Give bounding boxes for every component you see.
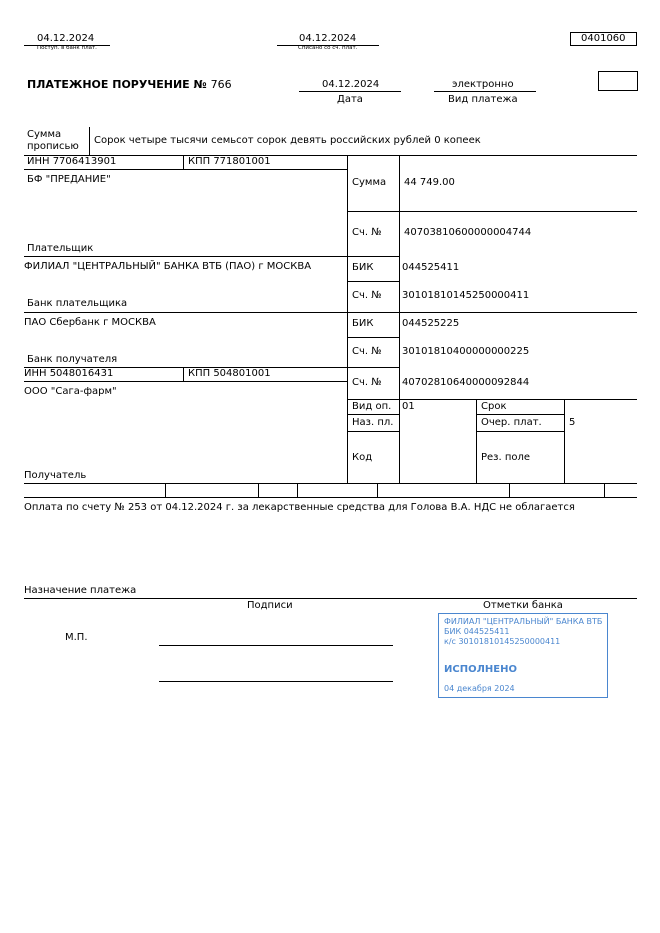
ocher-value: 5: [569, 417, 576, 428]
payer-bank-name: ФИЛИАЛ "ЦЕНТРАЛЬНЫЙ" БАНКА ВТБ (ПАО) г МОСКВА: [24, 261, 312, 272]
payee-bank-account: 30101810400000000225: [402, 346, 530, 357]
payee-name: ООО "Сага-фарм": [24, 386, 117, 397]
payer-inn: ИНН 7706413901: [27, 156, 117, 167]
signatures-label: Подписи: [247, 600, 293, 611]
payee-bank-account-label: Сч. №: [352, 346, 382, 357]
payee-bank-name: ПАО Сбербанк г МОСКВА: [24, 317, 156, 328]
stamp-bik: БИК 044525411: [444, 627, 510, 636]
payer-account: 40703810600000004744: [404, 227, 532, 238]
date-received: 04.12.2024: [37, 33, 95, 44]
naz-pl-label: Наз. пл.: [352, 417, 394, 428]
payer-account-label: Сч. №: [352, 227, 382, 238]
payer-kpp: КПП 771801001: [188, 156, 271, 167]
vid-op-value: 01: [402, 401, 415, 412]
stamp-bank-name: ФИЛИАЛ "ЦЕНТРАЛЬНЫЙ" БАНКА ВТБ: [444, 617, 603, 626]
payer-bank-bik-label: БИК: [352, 262, 374, 273]
payee-bank-label: Банк получателя: [27, 354, 118, 365]
payer-label: Плательщик: [27, 243, 94, 254]
document-date: 04.12.2024: [322, 79, 380, 90]
payment-type-label: Вид платежа: [448, 94, 518, 105]
payment-purpose: Оплата по счету № 253 от 04.12.2024 г. за лекарственные средства для Голова В.А. НДС не облагается: [24, 502, 575, 513]
document-title: [27, 78, 232, 91]
form-code: 0401060: [581, 33, 626, 44]
vid-op-label: Вид оп.: [352, 401, 392, 412]
payer-bank-bik: 044525411: [402, 262, 460, 273]
date-debited-label: Списано со сч. плат.: [298, 45, 358, 51]
mp-label: М.П.: [65, 632, 88, 643]
date-debited: 04.12.2024: [299, 33, 357, 44]
date-received-label: Поступ. в банк плат.: [37, 45, 97, 51]
srok-label: Срок: [481, 401, 507, 412]
payee-account: 40702810640000092844: [402, 377, 530, 388]
payer-bank-label: Банк плательщика: [27, 298, 128, 309]
payee-bank-bik-label: БИК: [352, 318, 374, 329]
payee-account-label: Сч. №: [352, 377, 382, 388]
sum-value: 44 749.00: [404, 177, 455, 188]
document-date-label: Дата: [337, 94, 363, 105]
amount-words-label: Сумма прописью: [27, 129, 79, 152]
payment-purpose-label: Назначение платежа: [24, 585, 137, 596]
payee-bank-bik: 044525225: [402, 318, 460, 329]
document-number: 766: [210, 78, 232, 91]
stamp-status: ИСПОЛНЕНО: [444, 664, 517, 675]
sum-label: Сумма: [352, 177, 387, 188]
payee-inn: ИНН 5048016431: [24, 368, 114, 379]
payer-name: БФ "ПРЕДАНИЕ": [27, 174, 111, 185]
rez-label: Рез. поле: [481, 452, 531, 463]
payee-kpp: КПП 504801001: [188, 368, 271, 379]
payee-label: Получатель: [24, 470, 87, 481]
stamp-date: 04 декабря 2024: [444, 684, 515, 693]
payer-bank-account: 30101810145250000411: [402, 290, 530, 301]
bank-marks-label: Отметки банка: [483, 600, 563, 611]
document-title-label: ПЛАТЕЖНОЕ ПОРУЧЕНИЕ №: [27, 78, 207, 91]
payment-type: электронно: [452, 79, 514, 90]
ocher-label: Очер. плат.: [481, 417, 542, 428]
stamp-ks: к/с 30101810145250000411: [444, 637, 561, 646]
bank-execution-stamp: [438, 613, 608, 698]
payer-bank-account-label: Сч. №: [352, 290, 382, 301]
kod-label: Код: [352, 452, 373, 463]
amount-words: Сорок четыре тысячи семьсот сорок девять российских рублей 0 копеек: [94, 135, 481, 146]
